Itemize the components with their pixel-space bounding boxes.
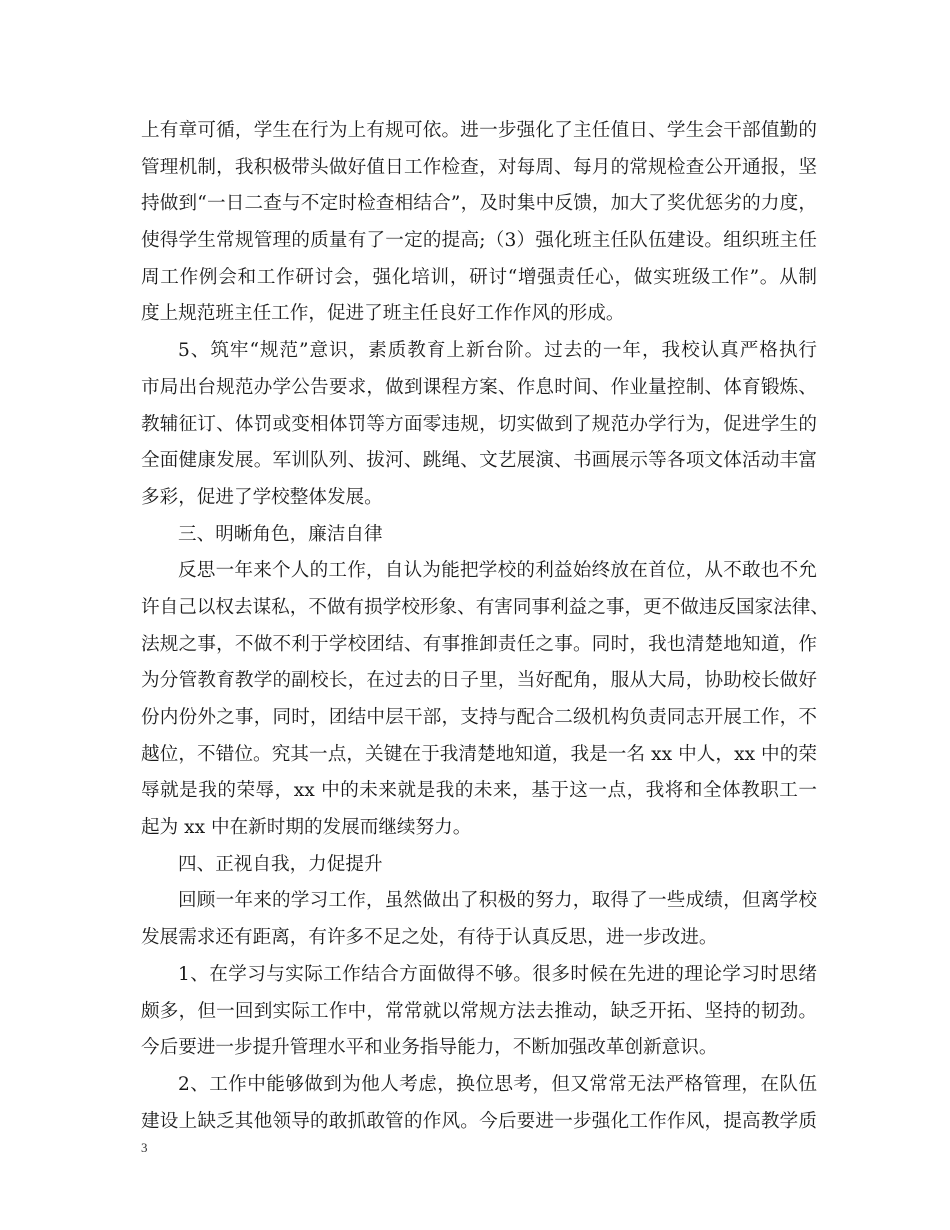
text-line: 今后要进一步提升管理水平和业务指导能力，不断加强改革创新意识。	[141, 1037, 718, 1059]
text-line: 管理机制，我积极带头做好值日工作检查，对每周、每月的常规检查公开通报，坚	[141, 156, 817, 178]
text-line: 市局出台规范办学公告要求，做到课程方案、作息时间、作业量控制、体育锻炼、	[141, 376, 817, 398]
text-line: 起为 xx 中在新时期的发展而继续努力。	[141, 817, 472, 839]
page-number: 3	[141, 1140, 148, 1155]
text-line: 5、筑牢“规范”意识，素质教育上新台阶。过去的一年，我校认真严格执行	[178, 340, 817, 362]
text-line: 建设上缺乏其他领导的敢抓敢管的作风。今后要进一步强化工作作风，提高教学质	[141, 1110, 817, 1132]
text-line: 为分管教育教学的副校长，在过去的日子里，当好配角，服从大局，协助校长做好	[141, 670, 817, 692]
text-line: 全面健康发展。军训队列、拔河、跳绳、文艺展演、书画展示等各项文体活动丰富	[141, 450, 817, 472]
text-line: 回顾一年来的学习工作，虽然做出了积极的努力，取得了一些成绩，但离学校	[178, 890, 817, 912]
text-line: 份内份外之事，同时，团结中层干部，支持与配合二级机构负责同志开展工作，不	[141, 707, 817, 728]
text-line: 辱就是我的荣辱，xx 中的未来就是我的未来，基于这一点，我将和全体教职工一	[141, 780, 817, 802]
text-line: 使得学生常规管理的质量有了一定的提高;（3）强化班主任队伍建设。组织班主任	[141, 230, 817, 252]
text-line: 许自己以权去谋私，不做有损学校形象、有害同事利益之事，更不做违反国家法律、	[141, 596, 829, 618]
text-line: 颇多，但一回到实际工作中，常常就以常规方法去推动，缺乏开拓、坚持的韧劲。	[141, 1000, 817, 1022]
text-line: 三、明晰角色，廉洁自律	[178, 523, 383, 545]
text-line: 2、工作中能够做到为他人考虑，换位思考，但又常常无法严格管理，在队伍	[178, 1073, 817, 1095]
text-line: 反思一年来个人的工作，自认为能把学校的利益始终放在首位，从不敢也不允	[178, 560, 817, 582]
text-line: 上有章可循，学生在行为上有规可依。进一步强化了主任值日、学生会干部值勤的	[141, 120, 817, 141]
document-body	[141, 113, 829, 1140]
text-line: 法规之事，不做不利于学校团结、有事推卸责任之事。同时，我也清楚地知道，作	[141, 633, 817, 655]
text-line: 越位，不错位。究其一点，关键在于我清楚地知道，我是一名 xx 中人，xx 中的荣	[141, 743, 817, 765]
text-line: 多彩，促进了学校整体发展。	[141, 486, 383, 508]
text-line: 四、正视自我，力促提升	[178, 853, 383, 875]
text-line: 教辅征订、体罚或变相体罚等方面零违规，切实做到了规范办学行为，促进学生的	[141, 413, 817, 435]
text-line: 1、在学习与实际工作结合方面做得不够。很多时候在先进的理论学习时思绪	[178, 963, 817, 985]
text-line: 周工作例会和工作研讨会，强化培训，研讨“增强责任心，做实班级工作”。从制	[141, 266, 817, 288]
text-line: 度上规范班主任工作，促进了班主任良好工作作风的形成。	[141, 303, 625, 325]
text-line: 持做到“一日二查与不定时检查相结合”，及时集中反馈，加大了奖优惩劣的力度，	[141, 193, 817, 215]
text-line: 发展需求还有距离，有许多不足之处，有待于认真反思，进一步改进。	[141, 927, 718, 949]
